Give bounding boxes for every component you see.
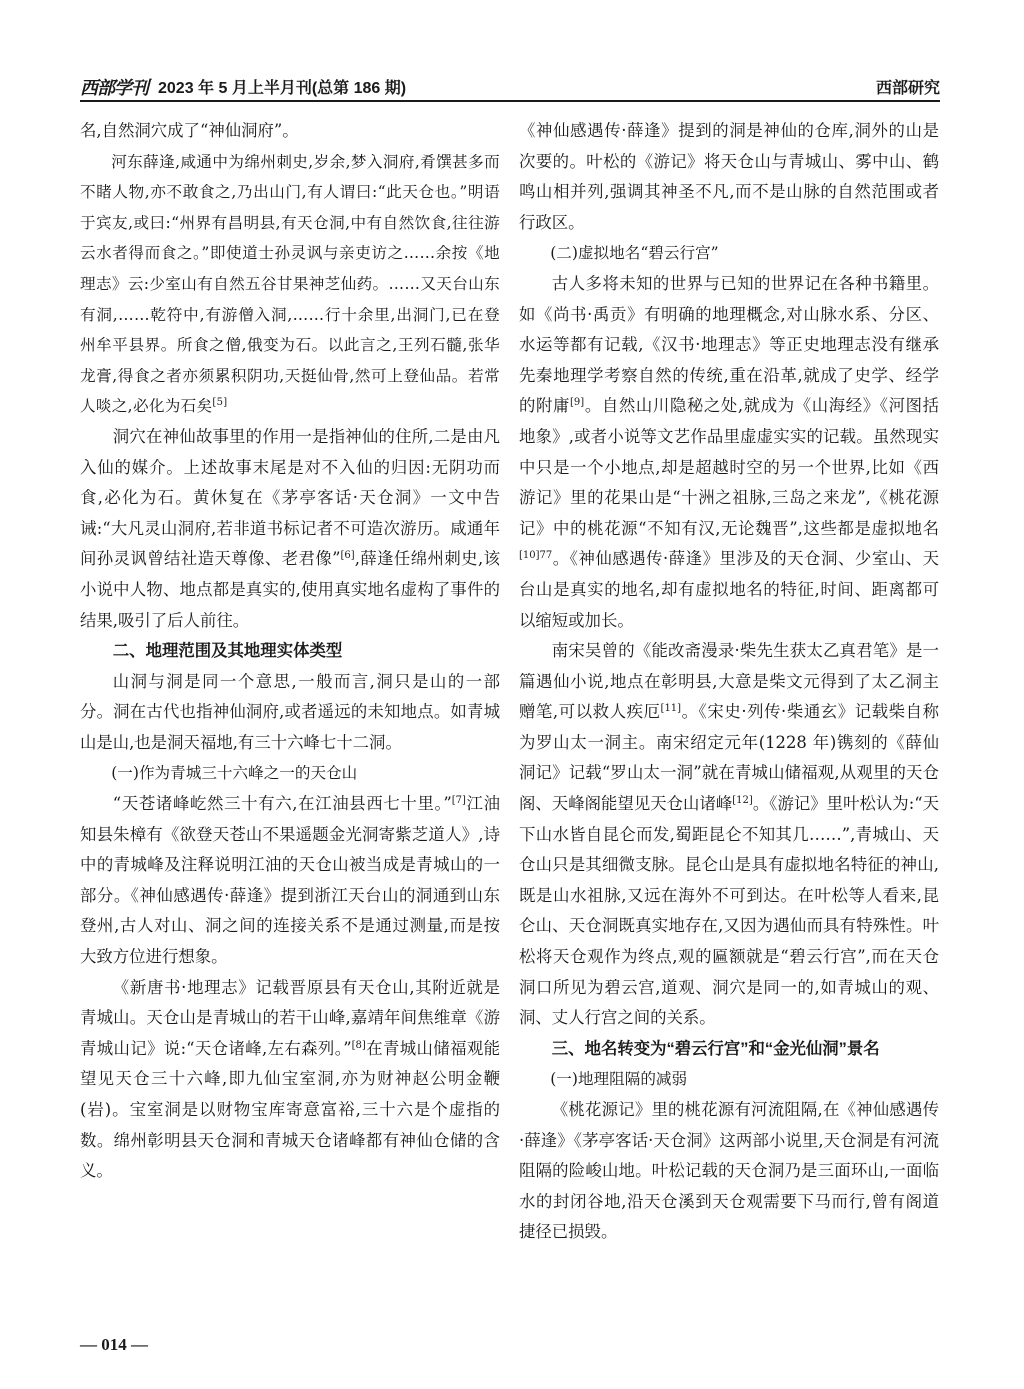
paragraph-text: 。《神仙感遇传·薛逢》里涉及的天仓洞、少室山、天台山是真实的地名,却有虚拟地名的特征,时间、距离都可以缩短或加长。 <box>519 549 939 630</box>
paragraph-text: 南宋吴曾的《能改斋漫录·柴先生获太乙真君笔》是一篇遇仙小说,地点在彰明县,大意是柴文元得到了太乙洞主赠笔,可以救人疾厄 <box>519 641 939 722</box>
section-heading <box>519 1034 939 1065</box>
paragraph-text: 三、地名转变为“碧云行宫”和“金光仙洞”景名 <box>551 1039 880 1058</box>
journal-logo: 西部学刊 <box>80 78 148 99</box>
subsection-heading <box>519 1064 939 1095</box>
paragraph <box>80 973 500 1187</box>
subsection-heading <box>519 238 939 269</box>
paragraph-text: 山洞与洞是同一个意思,一般而言,洞只是山的一部分。洞在古代也指神仙洞府,或者遥远的未知地点。如青城山是山,也是洞天福地,有三十六峰七十二洞。 <box>80 671 500 752</box>
paragraph-text: (二)虚拟地名“碧云行宫” <box>550 244 719 263</box>
citation-ref: [8] <box>351 1039 366 1051</box>
paragraph-text: 二、地理范围及其地理实体类型 <box>112 642 343 661</box>
paragraph-text: 名,自然洞穴成了“神仙洞府”。 <box>80 121 299 140</box>
paragraph-text: 《桃花源记》里的桃花源有河流阻隔,在《神仙感遇传·薛逢》《茅亭客话·天仓洞》这两部小说里,天仓洞是有河流阻隔的险峻山地。叶松记载的天仓洞乃是三面环山,一面临水的封闭谷地,沿天仓溪到天仓观需要下马而行,曾有阁道捷径已损毁。 <box>519 1100 939 1242</box>
section-name: 西部研究 <box>875 80 940 97</box>
paragraph-text: (一)作为青城三十六峰之一的天仓山 <box>111 764 358 783</box>
paragraph <box>80 667 500 759</box>
paragraph-text: 《新唐书·地理志》记载晋原县有天仓山,其附近就是青城山。天仓山是青城山的若干山峰,嘉靖年间焦维章《游青城山记》说:“天仓诸峰,左右森列。” <box>80 977 500 1058</box>
paragraph-text: 古人多将未知的世界与已知的世界记在各种书籍里。如《尚书·禹贡》有明确的地理概念,对山脉水系、分区、水运等都有记载,《汉书·地理志》等正史地理志没有继承先秦地理学考察自然的传统,重在沿革,就成了史学、经学的附庸 <box>519 273 939 416</box>
paragraph-text: 江油知县朱樟有《欲登天苍山不果遥题金光洞寄紫芝道人》,诗中的青城峰及注释说明江油的天仓山被当成是青城山的一部分。《神仙感遇传·薛逢》提到浙江天台山的洞通到山东登州,古人对山、洞之间的连接关系不是通过测量,而是按大致方位进行想象。 <box>80 794 500 967</box>
citation-ref: [6] <box>340 550 355 562</box>
block-quote <box>80 147 500 422</box>
paragraph <box>80 789 500 973</box>
section-heading <box>80 636 500 667</box>
paragraph <box>519 269 939 636</box>
right-column <box>519 116 939 1248</box>
paragraph-text: (一)地理阻隔的减弱 <box>550 1070 688 1089</box>
page-number: — 014 — <box>80 1335 148 1354</box>
paragraph <box>519 1095 939 1248</box>
issue-info: 2023 年 5 月上半月刊(总第 186 期) <box>158 80 407 97</box>
citation-ref: [5] <box>212 397 228 409</box>
paragraph-text: ,薛逢任绵州刺史,该小说中人物、地点都是真实的,使用真实地名虚构了事件的结果,吸引了后人前往。 <box>80 549 500 630</box>
paragraph-text: 。《游记》里叶松认为:“天下山水皆自昆仑而发,蜀距昆仑不知其几……”,青城山、天仓山只是其细微支脉。昆仑山是具有虚拟地名特征的神山,既是山水祖脉,又远在海外不可到达。在叶松等人看来,昆仑山、天仓洞既真实地存在,又因为遇仙而具有特殊性。叶松将天仓观作为终点,观的匾额就是“碧云行宫”,而在天仓洞口所见为碧云宫,道观、洞穴是同一的,如青城山的观、洞、丈人行宫之间的关系。 <box>519 794 939 1028</box>
paragraph <box>519 116 939 238</box>
paragraph-text: 。《宋史·列传·柴通玄》记载柴自称为罗山太一洞主。南宋绍定元年(1228 年)镌刻的《薛仙洞记》记载“罗山太一洞”就在青城山储福观,从观里的天仓阁、天峰阁能望见天仓山诸峰 <box>519 702 939 814</box>
citation-ref: [12] <box>732 795 753 807</box>
paragraph-text: 在青城山储福观能望见天仓三十六峰,即九仙宝室洞,亦为财神赵公明金鞭(岩)。宝室洞是以财物宝库寄意富裕,三十六是个虚指的数。绵州彰明县天仓洞和青城天仓诸峰都有神仙仓储的含义。 <box>80 1038 501 1181</box>
paragraph <box>80 422 500 636</box>
page-header <box>80 72 940 102</box>
citation-ref: [10]77 <box>519 550 553 562</box>
left-column <box>80 116 500 1187</box>
paragraph-text: “天苍诸峰屹然三十有六,在江油县西七十里。” <box>112 794 452 814</box>
paragraph-text: 洞穴在神仙故事里的作用一是指神仙的住所,二是由凡入仙的媒介。上述故事末尾是对不入仙的归因:无阴功而食,必化为石。黄休复在《茅亭客话·天仓洞》一文中告诫:“大凡灵山洞府,若非道书标记者不可造次游历。咸通年间孙灵讽曾结社造天尊像、老君像” <box>80 426 500 569</box>
paragraph-text: 河东薛逢,咸通中为绵州刺史,岁余,梦入洞府,肴馔甚多而不睹人物,亦不敢食之,乃出山门,有人谓曰:“此天仓也。”明语于宾友,或曰:“州界有昌明县,有天仓洞,中有自然饮食,往往游云水者得而食之。”即使道士孙灵讽与亲吏访之……余按《地理志》云:少室山有自然五谷甘果神芝仙药。……又天台山东有洞,……乾符中,有游僧入洞,……行十余里,出洞门,已在登州牟平县界。所食之僧,俄变为石。以此言之,王列石髓,张华龙膏,得食之者亦须累积阴功,天挺仙骨,然可上登仙品。若常人啖之,必化为石矣 <box>80 152 500 416</box>
citation-ref: [11] <box>660 703 682 715</box>
paragraph-text: 《神仙感遇传·薛逢》提到的洞是神仙的仓库,洞外的山是次要的。叶松的《游记》将天仓山与青城山、雾中山、鹤鸣山相并列,强调其神圣不凡,而不是山脉的自然范围或者行政区。 <box>519 121 939 232</box>
citation-ref: [9] <box>570 397 585 409</box>
paragraph-text: 。自然山川隐秘之处,就成为《山海经》《河图括地象》,或者小说等文艺作品里虚虚实实的记载。虽然现实中只是一个小地点,却是超越时空的另一个世界,比如《西游记》里的花果山是“十洲之祖脉,三岛之来龙”,《桃花源记》中的桃花源“不知有汉,无论魏晋”,这些都是虚拟地名 <box>519 396 940 538</box>
subsection-heading <box>80 758 500 789</box>
citation-ref: [7] <box>451 795 466 807</box>
paragraph <box>519 636 939 1034</box>
paragraph <box>80 116 500 147</box>
